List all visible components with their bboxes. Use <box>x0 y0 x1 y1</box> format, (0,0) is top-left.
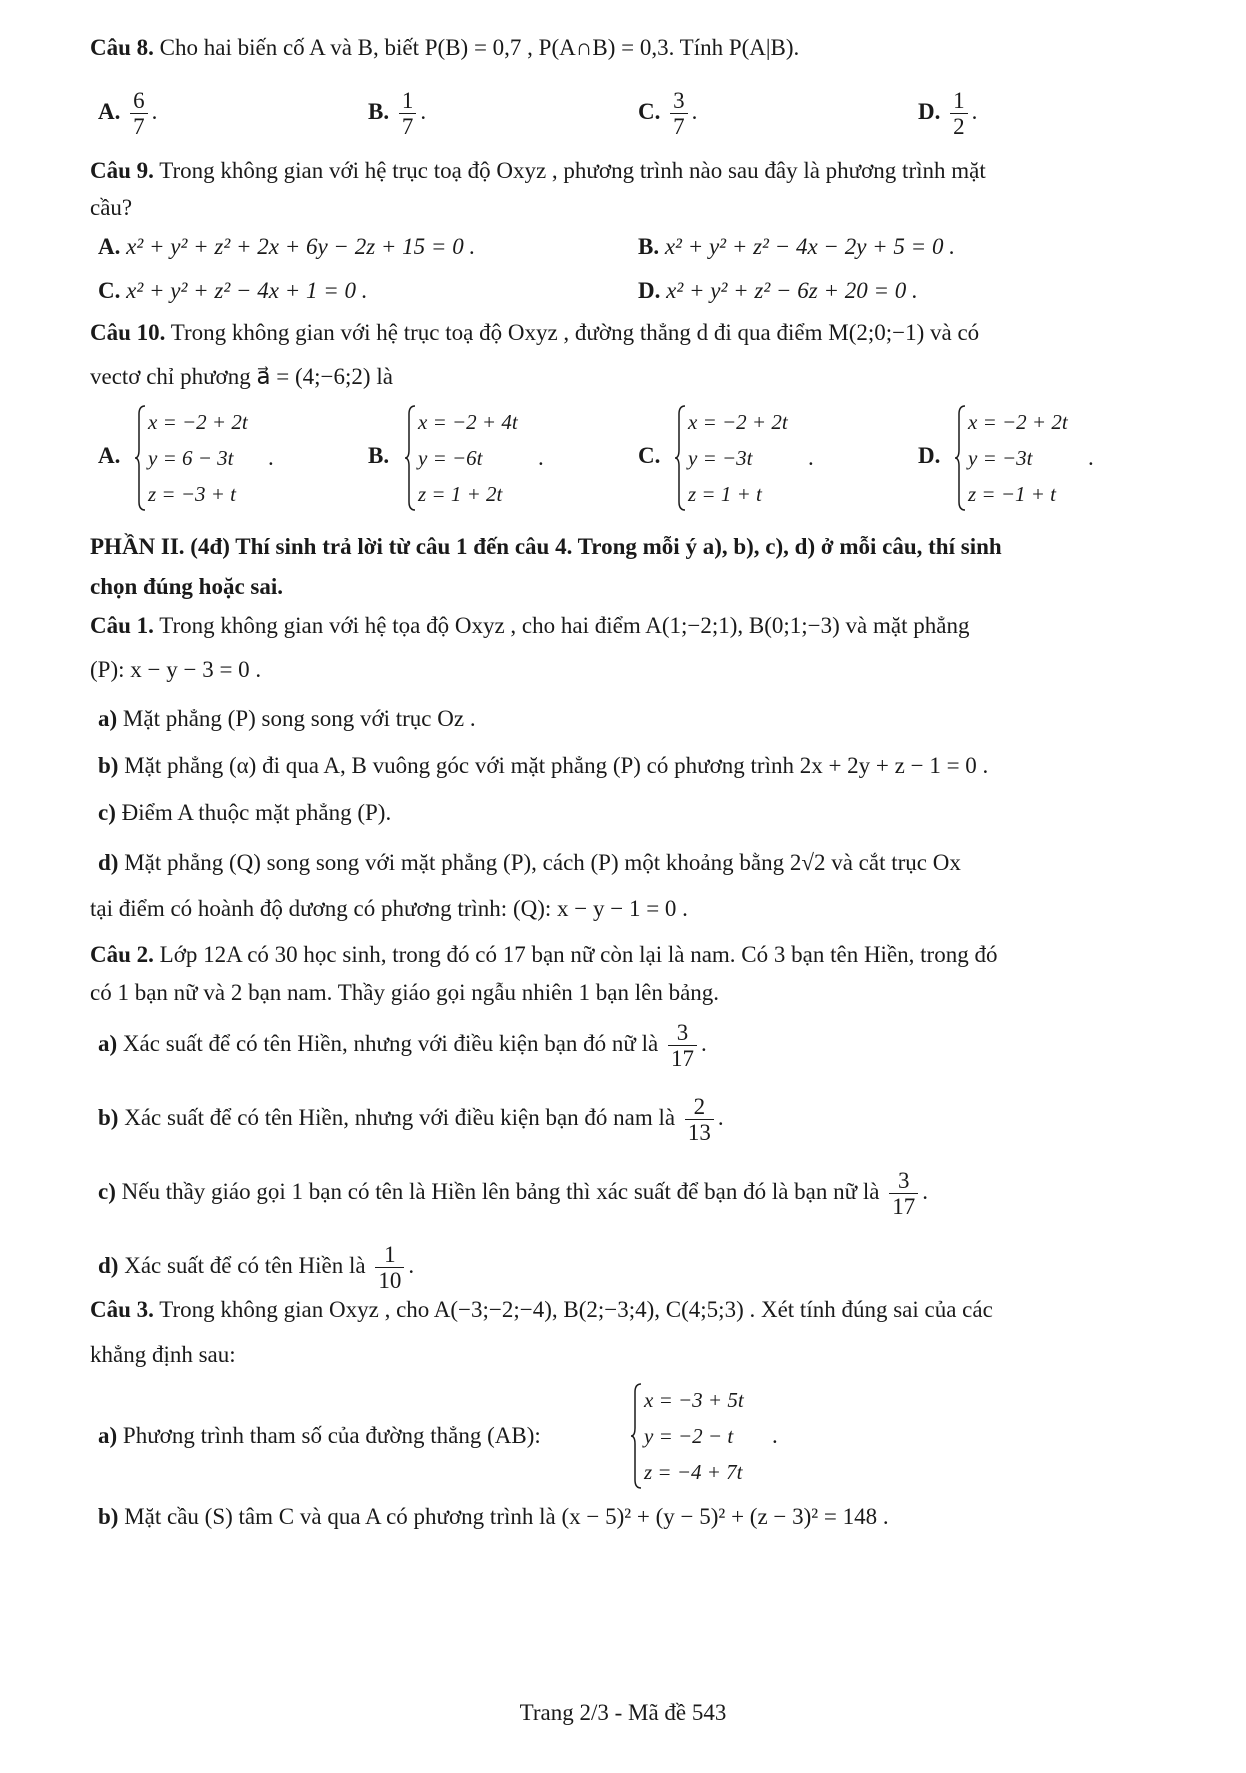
q9-option-b[interactable] <box>638 232 955 262</box>
item-label: d) <box>98 850 119 875</box>
frac-num: 6 <box>130 88 148 114</box>
item-text: Phương trình tham số của đường thẳng (AB): <box>122 1423 541 1448</box>
p2-label: Câu 2. <box>90 942 154 967</box>
q10-stem <box>90 318 979 348</box>
system-row: x = −2 + 2t <box>688 410 788 434</box>
item-label: b) <box>98 753 119 778</box>
option-letter: A. <box>98 99 121 124</box>
q8-option-a[interactable]: A. $\frac{6}{7}$ . <box>98 87 158 140</box>
frac-num: 1 <box>950 88 968 114</box>
frac-den: 2 <box>953 114 965 140</box>
system-row: z = −1 + t <box>968 482 1057 506</box>
system-row: y = 6 − 3t <box>148 446 234 470</box>
p1-item-c[interactable] <box>98 798 391 828</box>
p3-text: Trong không gian Oxyz , cho A(−3;−2;−4), B(2;−3;4), C(4;5;3) . Xét tính đúng sai của các <box>159 1297 993 1322</box>
p1-item-b[interactable] <box>98 751 988 781</box>
system-row: y = −3t <box>688 446 753 470</box>
item-text: Mặt phẳng (P) song song với trục Oz . <box>122 706 476 731</box>
q10-option-b-letter[interactable]: B. <box>368 443 390 468</box>
p2-text: Lớp 12A có 30 học sinh, trong đó có 17 bạn nữ còn lại là nam. Có 3 bạn tên Hiền, trong đó <box>159 942 998 967</box>
p1-item-a[interactable] <box>98 704 476 734</box>
brace-icon <box>674 404 686 512</box>
frac-num: 1 <box>375 1242 404 1268</box>
p2-item-d[interactable]: d) Xác suất để có tên Hiền là $\frac{1}{10}$ . <box>98 1241 415 1294</box>
q9-stem <box>90 156 986 186</box>
option-letter: C. <box>638 99 661 124</box>
q9-option-a[interactable] <box>98 232 475 262</box>
item-text: Nếu thầy giáo gọi 1 bạn có tên là Hiền lên bảng thì xác suất để bạn đó là bạn nữ là <box>121 1179 880 1204</box>
p2-item-b[interactable]: b) Xác suất để có tên Hiền, nhưng với điều kiện bạn đó nam là $\frac{2}{13}$ . <box>98 1093 724 1146</box>
item-label: a) <box>98 1031 118 1056</box>
item-text: Xác suất để có tên Hiền, nhưng với điều kiện bạn đó nam là <box>124 1105 676 1130</box>
option-letter: B. <box>638 234 660 259</box>
p1-item-d[interactable] <box>98 848 961 878</box>
item-text: Xác suất để có tên Hiền, nhưng với điều kiện bạn đó nữ là <box>122 1031 659 1056</box>
p1-item-d-cont: tại điểm có hoành độ dương có phương trình: (Q): x − y − 1 = 0 . <box>90 896 688 921</box>
q10-option-d-letter[interactable]: D. <box>918 443 941 468</box>
p2-text-cont: có 1 bạn nữ và 2 bạn nam. Thầy giáo gọi ngẫu nhiên 1 bạn lên bảng. <box>90 980 720 1005</box>
q10-option-d-system[interactable] <box>954 404 1104 512</box>
q10-text-cont: vectơ chỉ phương a⃗ = (4;−6;2) là <box>90 364 393 389</box>
system-row: z = −3 + t <box>148 482 237 506</box>
p3-label: Câu 3. <box>90 1297 154 1322</box>
q8-option-b[interactable]: B. $\frac{1}{7}$ . <box>368 87 427 140</box>
p2-item-a[interactable]: a) Xác suất để có tên Hiền, nhưng với điều kiện bạn đó nữ là $\frac{3}{17}$ . <box>98 1019 707 1072</box>
p1-text-cont: (P): x − y − 3 = 0 . <box>90 657 262 682</box>
frac-den: 7 <box>401 114 414 140</box>
p3-item-b[interactable] <box>98 1502 889 1532</box>
option-letter: A. <box>98 234 121 259</box>
system-row: y = −2 − t <box>644 1424 734 1448</box>
q9-label: Câu 9. <box>90 158 154 183</box>
system-row: x = −2 + 2t <box>968 410 1068 434</box>
option-equation: x² + y² + z² − 4x − 2y + 5 = 0 . <box>664 234 955 259</box>
frac-num: 3 <box>889 1168 918 1194</box>
q8-option-c[interactable]: C. $\frac{3}{7}$ . <box>638 87 698 140</box>
period: . <box>268 445 274 470</box>
q10-option-a-letter[interactable]: A. <box>98 443 121 468</box>
q10-text: Trong không gian với hệ trục toạ độ Oxyz , đường thẳng d đi qua điểm M(2;0;−1) và có <box>170 320 980 345</box>
q10-option-c-system[interactable] <box>674 404 824 512</box>
option-letter: C. <box>98 278 121 303</box>
period: . <box>772 1423 778 1448</box>
p1-text: Trong không gian với hệ tọa độ Oxyz , cho hai điểm A(1;−2;1), B(0;1;−3) và mặt phẳng <box>159 613 970 638</box>
item-label: b) <box>98 1105 119 1130</box>
p3-text-cont: khẳng định sau: <box>90 1342 236 1367</box>
q9-text: Trong không gian với hệ trục toạ độ Oxyz , phương trình nào sau đây là phương trình mặt <box>159 158 986 183</box>
page-footer: Trang 2/3 - Mã đề 543 <box>519 1700 727 1725</box>
system-row: z = 1 + 2t <box>418 482 503 506</box>
system-row: x = −2 + 4t <box>418 410 518 434</box>
brace-icon <box>404 404 416 512</box>
option-equation: x² + y² + z² − 6z + 20 = 0 . <box>666 278 918 303</box>
item-text: Xác suất để có tên Hiền là <box>124 1253 366 1278</box>
brace-icon <box>134 404 146 512</box>
system-row: x = −2 + 2t <box>148 410 248 434</box>
option-letter: D. <box>638 278 661 303</box>
frac-den: 13 <box>687 1120 711 1146</box>
p1-stem <box>90 611 969 641</box>
system-row: z = 1 + t <box>688 482 762 506</box>
system-row: y = −3t <box>968 446 1033 470</box>
system-row: x = −3 + 5t <box>644 1388 744 1412</box>
q8-text: Cho hai biến cố A và B, biết P(B) = 0,7 , P(A∩B) = 0,3. Tính P(A|B). <box>159 35 800 60</box>
item-label: b) <box>98 1504 119 1529</box>
p2-stem <box>90 940 997 970</box>
p1-label: Câu 1. <box>90 613 154 638</box>
q9-option-c[interactable] <box>98 276 368 306</box>
brace-icon <box>630 1382 642 1490</box>
item-label: c) <box>98 1179 116 1204</box>
p3-item-a[interactable] <box>98 1421 541 1451</box>
item-text: Mặt cầu (S) tâm C và qua A có phương trình là (x − 5)² + (y − 5)² + (z − 3)² = 148 . <box>124 1504 889 1529</box>
item-label: a) <box>98 1423 118 1448</box>
q9-text-cont: cầu? <box>90 195 133 220</box>
frac-num: 3 <box>670 88 688 114</box>
item-text: Mặt phẳng (α) đi qua A, B vuông góc với mặt phẳng (P) có phương trình 2x + 2y + z − 1 = 0 . <box>124 753 989 778</box>
option-equation: x² + y² + z² − 4x + 1 = 0 . <box>126 278 368 303</box>
q8-option-d[interactable]: D. $\frac{1}{2}$ . <box>918 87 978 140</box>
p2-item-c[interactable]: c) Nếu thầy giáo gọi 1 bạn có tên là Hiền lên bảng thì xác suất để bạn đó là bạn nữ là $\frac{3}{17}$ . <box>98 1167 928 1220</box>
brace-icon <box>954 404 966 512</box>
period: . <box>1088 445 1094 470</box>
system-row: z = −4 + 7t <box>644 1460 743 1484</box>
q8-label: Câu 8. <box>90 35 154 60</box>
period: . <box>538 445 544 470</box>
item-label: d) <box>98 1253 119 1278</box>
frac-den: 7 <box>133 114 145 140</box>
option-equation: x² + y² + z² + 2x + 6y − 2z + 15 = 0 . <box>126 234 476 259</box>
q9-option-d[interactable] <box>638 276 918 306</box>
option-letter: B. <box>368 99 390 124</box>
frac-den: 17 <box>892 1194 916 1220</box>
p3-stem <box>90 1295 993 1325</box>
period: . <box>808 445 814 470</box>
option-letter: D. <box>918 99 941 124</box>
frac-num: 1 <box>399 88 417 114</box>
frac-num: 3 <box>668 1020 697 1046</box>
q10-option-b-system[interactable] <box>404 404 554 512</box>
frac-den: 7 <box>673 114 685 140</box>
frac-den: 17 <box>670 1046 694 1072</box>
q8-stem <box>90 33 799 63</box>
system-row: y = −6t <box>418 446 483 470</box>
p3-ab-system <box>630 1382 790 1490</box>
part2-heading: PHẦN II. (4đ) Thí sinh trả lời từ câu 1 đến câu 4. Trong mỗi ý a), b), c), d) ở mỗi câu, thí sinh <box>90 534 1002 559</box>
frac-num: 2 <box>685 1094 714 1120</box>
q10-label: Câu 10. <box>90 320 166 345</box>
item-label: a) <box>98 706 118 731</box>
part2-heading-cont: chọn đúng hoặc sai. <box>90 574 284 599</box>
item-text: Mặt phẳng (Q) song song với mặt phẳng (P), cách (P) một khoảng bằng 2√2 và cắt trục Ox <box>124 850 961 875</box>
frac-den: 10 <box>378 1268 402 1294</box>
item-text: Điểm A thuộc mặt phẳng (P). <box>121 800 392 825</box>
item-label: c) <box>98 800 116 825</box>
q10-option-c-letter[interactable]: C. <box>638 443 661 468</box>
q10-option-a-system[interactable] <box>134 404 284 512</box>
